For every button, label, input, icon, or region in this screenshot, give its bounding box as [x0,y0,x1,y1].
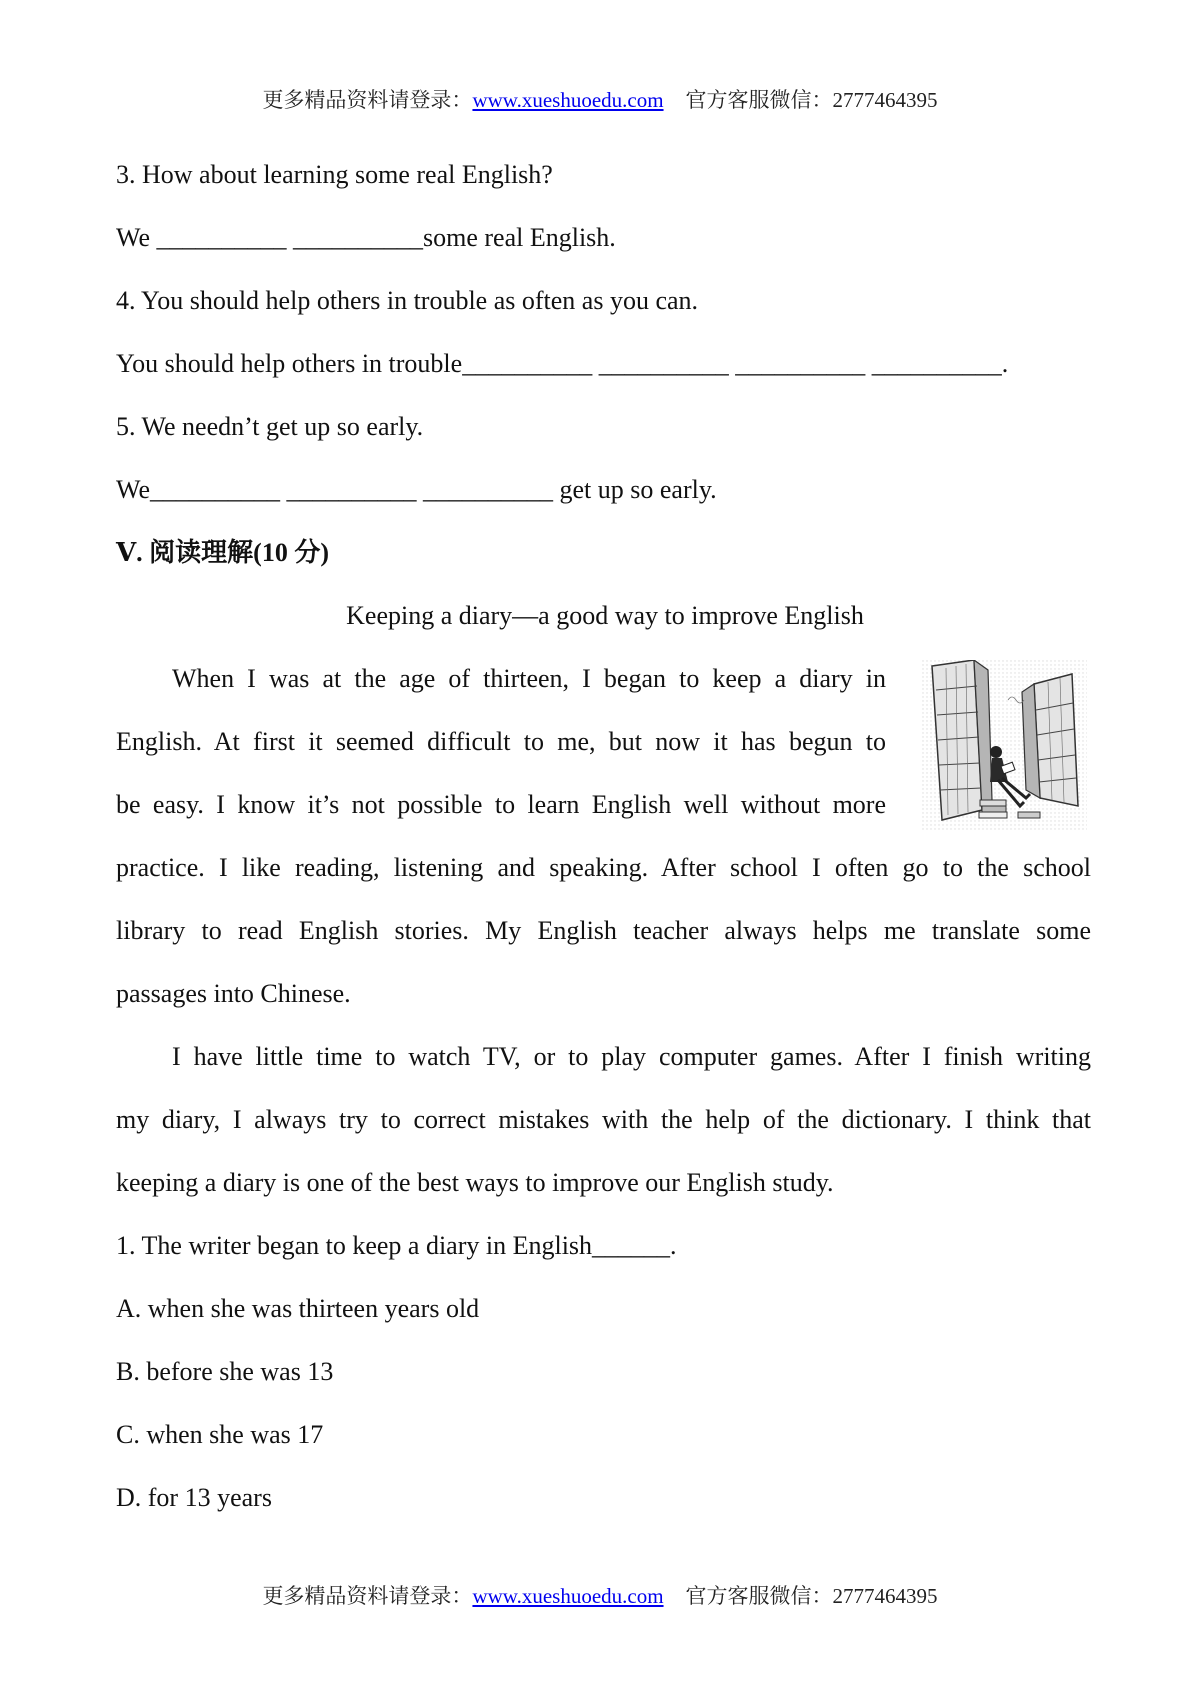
header-prefix: 更多精品资料请登录： [262,88,473,112]
question-1-stem: 1. The writer began to keep a diary in English______. [116,1231,677,1260]
question-1-option-a: A. when she was thirteen years old [116,1294,480,1323]
paragraph2-line: I have little time to watch TV, or to play computer games. After I finish writing [172,1042,1091,1071]
page-footer [0,1582,1200,1610]
rewrite-4-answer: You should help others in trouble__________ __________ __________ __________. [116,349,1009,378]
rewrite-5-answer: We__________ __________ __________ get up so early. [116,475,717,504]
girl-reading-between-bookshelves-icon [922,660,1087,830]
footer-service: 官方客服微信：2777464395 [685,1584,938,1608]
section-v-heading: Ⅴ. 阅读理解(10 分) [116,538,329,567]
rewrite-3-original: 3. How about learning some real English? [116,160,553,189]
paragraph1-line: English. At first it seemed difficult to me, but now it has begun to [116,727,886,756]
page-header [0,86,1200,114]
paragraph2-line: keeping a diary is one of the best ways to improve our English study. [116,1168,834,1197]
rewrite-3-answer: We __________ __________some real English. [116,223,616,252]
question-1-option-b: B. before she was 13 [116,1357,334,1386]
passage-title: Keeping a diary—a good way to improve English [346,601,864,630]
paragraph1-line: library to read English stories. My English teacher always helps me translate some [116,916,1091,945]
paragraph2-line: my diary, I always try to correct mistakes with the help of the dictionary. I think that [116,1105,1091,1134]
paragraph1-line: passages into Chinese. [116,979,351,1008]
footer-prefix: 更多精品资料请登录： [262,1584,473,1608]
footer-link[interactable]: www.xueshuoedu.com [472,1584,664,1608]
paragraph1-line: When I was at the age of thirteen, I began to keep a diary in [172,664,886,693]
rewrite-4-original: 4. You should help others in trouble as often as you can. [116,286,699,315]
header-link[interactable]: www.xueshuoedu.com [472,88,664,112]
paragraph1-line: be easy. I know it’s not possible to learn English well without more [116,790,886,819]
question-1-option-d: D. for 13 years [116,1483,272,1512]
rewrite-5-original: 5. We needn’t get up so early. [116,412,424,441]
paragraph1-line: practice. I like reading, listening and speaking. After school I often go to the school [116,853,1091,882]
question-1-option-c: C. when she was 17 [116,1420,324,1449]
header-service: 官方客服微信：2777464395 [685,88,938,112]
